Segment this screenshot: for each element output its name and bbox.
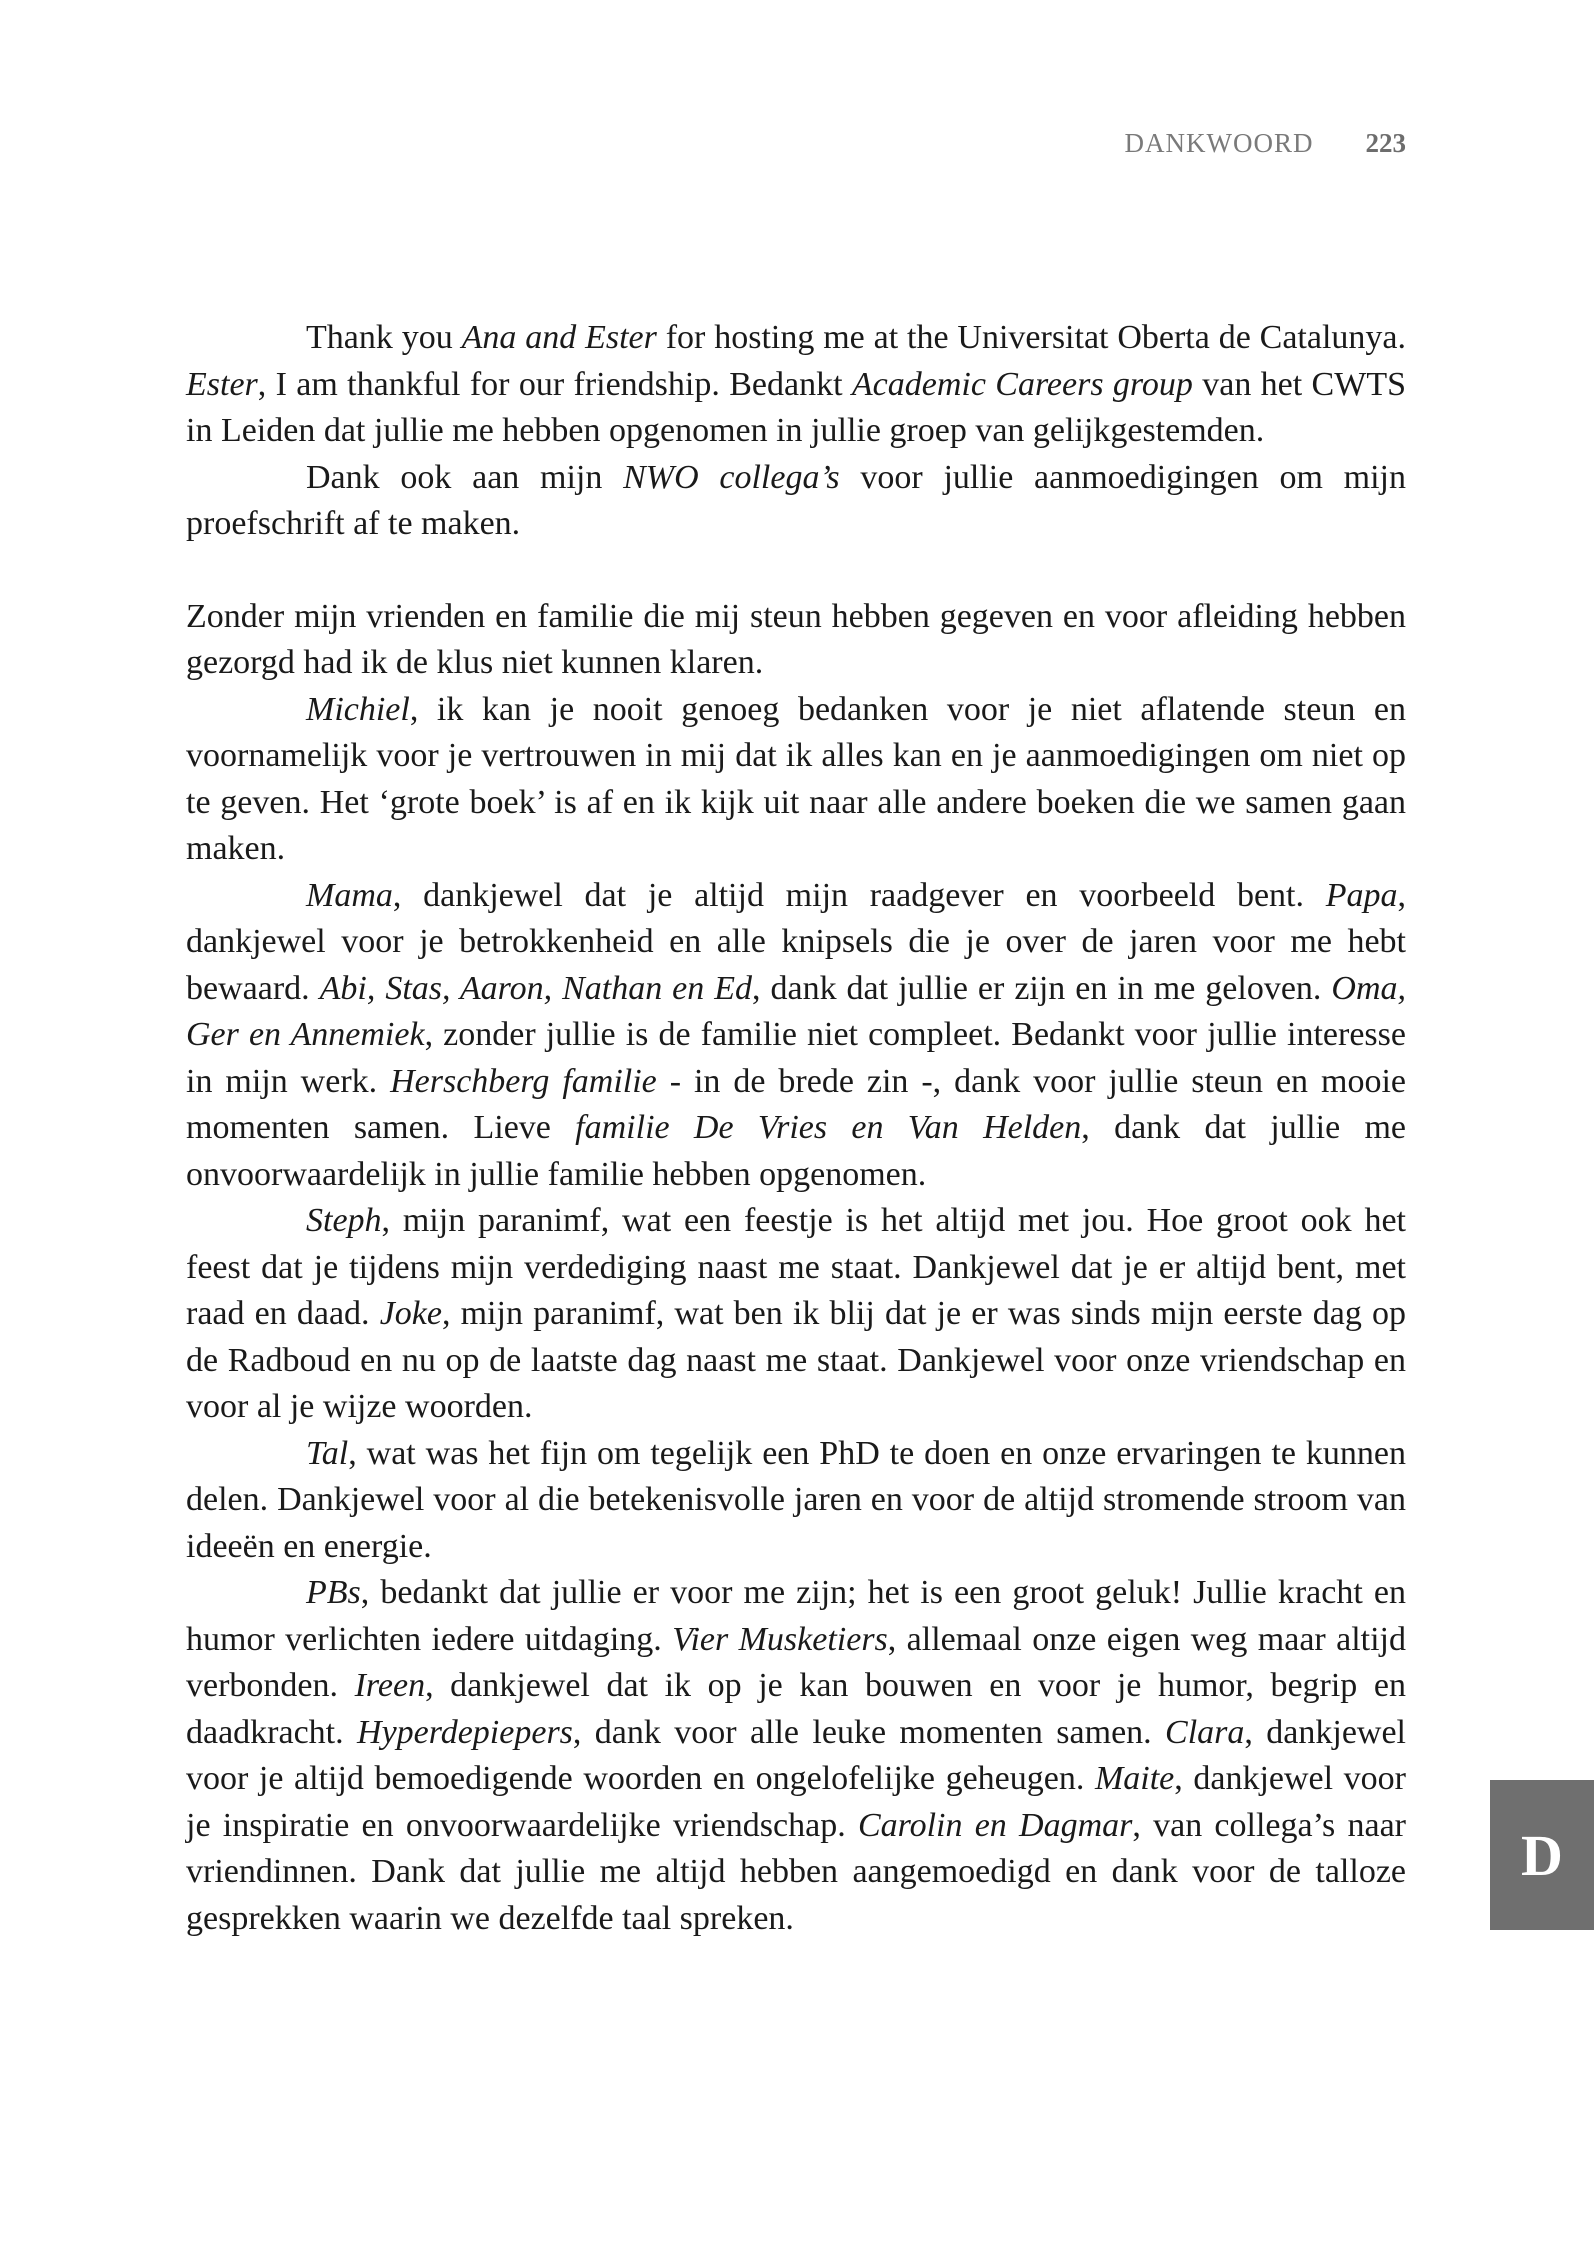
- name-emphasis: Steph: [306, 1202, 382, 1239]
- name-emphasis: Clara: [1165, 1713, 1245, 1751]
- name-emphasis: Michiel: [306, 690, 410, 728]
- name-emphasis: Oma, Ger en Annemiek: [186, 969, 1406, 1053]
- name-emphasis: Ireen: [354, 1667, 426, 1704]
- text: , dank dat jullie er zijn en in me geloven.: [752, 969, 1332, 1007]
- paragraph-paranimfen: [186, 1198, 1406, 1431]
- text: voor jullie aanmoedigingen om mijn proefschrift af te maken.: [186, 458, 1407, 542]
- name-emphasis: familie De Vries en Van Helden: [575, 1109, 1082, 1146]
- text: , dankjewel voor je betrokkenheid en alle knipsels die je over de jaren voor me hebt bewaard.: [186, 876, 1406, 1007]
- text: , van collega’s naar vriendinnen. Dank dat jullie me altijd hebben aangemoedigd en dank voor de talloze gesprekken waarin we dezelfde taal spreken.: [186, 1806, 1406, 1937]
- body-text: [186, 315, 1406, 1942]
- text: , zonder jullie is de familie niet compleet. Bedankt voor jullie interesse in mijn werk.: [186, 1016, 1406, 1100]
- text: , dankjewel voor je inspiratie en onvoorwaardelijke vriendschap.: [186, 1760, 1406, 1844]
- paragraph-intro-family: [186, 594, 1406, 687]
- paragraph-michiel: [186, 687, 1406, 873]
- page-number: 223: [1365, 128, 1406, 158]
- paragraph-family: [186, 873, 1406, 1199]
- paragraph-nwo: [186, 455, 1406, 548]
- name-emphasis: Abi, Stas, Aaron, Nathan en Ed: [319, 969, 753, 1007]
- name-emphasis: NWO collega’s: [623, 458, 840, 496]
- name-emphasis: Maite: [1094, 1760, 1175, 1797]
- name-emphasis: PBs: [306, 1574, 361, 1611]
- text: , dankjewel dat ik op je kan bouwen en voor je humor, begrip en daadkracht.: [186, 1667, 1406, 1751]
- paragraph-friends: [186, 1570, 1406, 1942]
- name-emphasis: Papa: [1325, 876, 1398, 914]
- text: , bedankt dat jullie er voor me zijn; het is een groot geluk! Jullie kracht en humor verlichten iedere uitdaging.: [186, 1574, 1406, 1658]
- name-emphasis: Carolin en Dagmar: [857, 1806, 1133, 1844]
- text: , mijn paranimf, wat een feestje is het altijd met jou. Hoe groot ook het feest dat je tijdens mijn verdediging naast me staat. Dankjewel dat je er altijd bent, met raad en daad.: [186, 1202, 1406, 1332]
- running-head: [1125, 128, 1406, 159]
- chapter-thumb-tab: [1490, 1780, 1594, 1930]
- text: - in de brede zin -, dank voor jullie steun en mooie momenten samen. Lieve: [186, 1062, 1406, 1146]
- text: , dank voor alle leuke momenten samen.: [572, 1713, 1166, 1751]
- text: , dankjewel voor je altijd bemoedigende woorden en ongelofelijke geheugen.: [186, 1713, 1407, 1797]
- name-emphasis: Tal: [306, 1434, 349, 1472]
- text: Thank you: [306, 319, 462, 356]
- text: , ik kan je nooit genoeg bedanken voor je niet aflatende steun en voornamelijk voor je vertrouwen in mij dat ik alles kan en je aanmoedigingen om niet op te geven. Het ‘grote boek’ is af en ik kijk uit naar alle andere boeken die we samen gaan maken.: [186, 690, 1406, 867]
- name-emphasis: Joke: [379, 1295, 442, 1332]
- name-emphasis: Mama: [306, 876, 393, 914]
- name-emphasis: Hyperdepiepers: [357, 1713, 573, 1751]
- text: , dank dat jullie me onvoorwaardelijk in jullie familie hebben opgenomen.: [186, 1109, 1406, 1193]
- paragraph-hosting: [186, 315, 1406, 455]
- text: Zonder mijn vrienden en familie die mij steun hebben gegeven en voor afleiding hebben gezorgd had ik de klus niet kunnen klaren.: [186, 597, 1406, 681]
- text: , allemaal onze eigen weg maar altijd verbonden.: [186, 1620, 1406, 1704]
- name-emphasis: Academic Careers group: [851, 365, 1193, 403]
- name-emphasis: Herschberg familie: [390, 1062, 657, 1100]
- text: for hosting me at the Universitat Oberta de Catalunya.: [656, 319, 1406, 356]
- name-emphasis: Ester: [186, 365, 258, 403]
- thumb-tab-letter: D: [1521, 1822, 1563, 1888]
- name-emphasis: Vier Musketiers: [672, 1620, 888, 1658]
- text: , mijn paranimf, wat ben ik blij dat je er was sinds mijn eerste dag op de Radboud en nu op de laatste dag naast me staat. Dankjewel voor onze vriendschap en voor al je wijze woorden.: [186, 1295, 1406, 1425]
- text: , dankjewel dat je altijd mijn raadgever en voorbeeld bent.: [392, 876, 1326, 914]
- text: , I am thankful for our friendship. Bedankt: [257, 365, 852, 403]
- text: Dank ook aan mijn: [306, 458, 624, 496]
- chapter-title: DANKWOORD: [1124, 128, 1314, 158]
- text: , wat was het fijn om tegelijk een PhD te doen en onze ervaringen te kunnen delen. Dankjewel voor al die betekenisvolle jaren en voor de altijd stromende stroom van ideeën en energie.: [186, 1434, 1406, 1565]
- name-emphasis: Ana and Ester: [461, 319, 657, 356]
- paragraph-tal: [186, 1431, 1406, 1571]
- text: van het CWTS in Leiden dat jullie me hebben opgenomen in jullie groep van gelijkgestemden.: [186, 365, 1406, 449]
